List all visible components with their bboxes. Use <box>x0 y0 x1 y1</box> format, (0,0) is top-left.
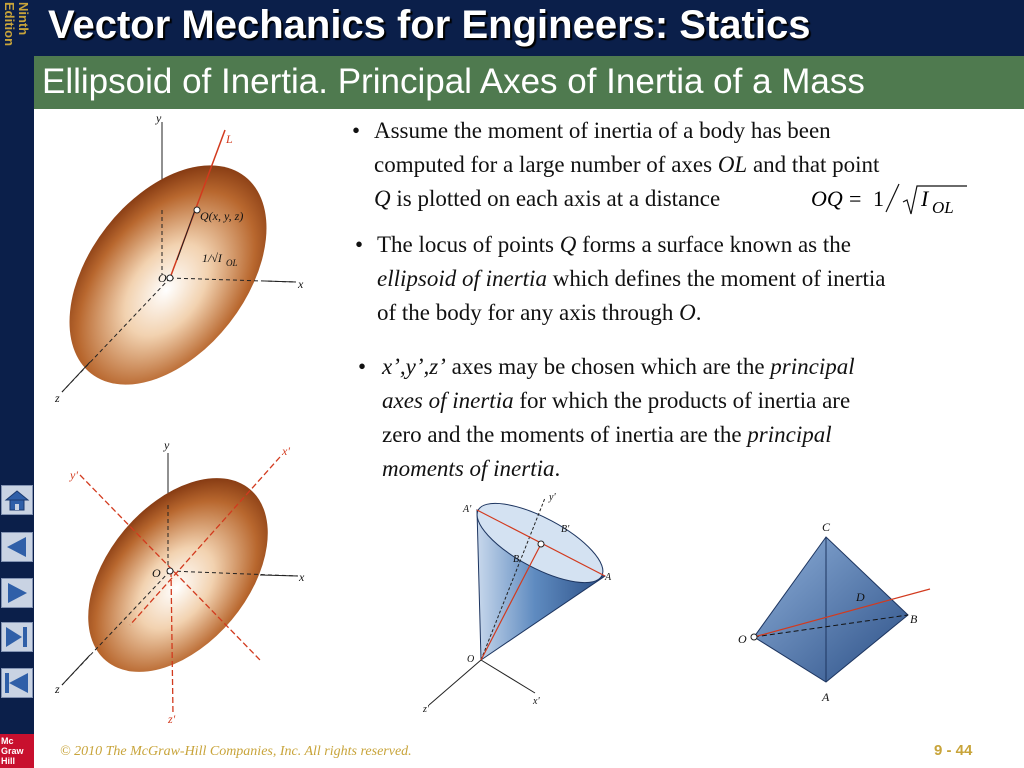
edition-line1: Ninth <box>16 2 31 36</box>
bullet-3 <box>358 350 998 490</box>
edition-label <box>0 2 34 62</box>
label-B: B <box>910 612 918 626</box>
principal-ellipsoid-figure <box>40 435 320 725</box>
bullet-2 <box>355 228 1015 333</box>
bullet-1-line2: computed for a large number of axes OL and that point <box>374 152 880 177</box>
label-A: A <box>822 690 830 704</box>
edition-line2: Edition <box>2 2 17 47</box>
bullet-3-line1: x’,y’,z’ axes may be chosen which are the principal <box>382 354 855 379</box>
formula-inertia: I <box>921 186 929 211</box>
copyright-notice: © 2010 The McGraw-Hill Companies, Inc. All rights reserved. <box>60 744 412 759</box>
return-icon <box>2 669 32 697</box>
last-button[interactable] <box>1 622 33 652</box>
tetrahedron <box>754 537 908 682</box>
label-O: O <box>738 632 747 646</box>
label-x: x <box>298 277 304 291</box>
label-L: L <box>226 132 233 146</box>
label-B: B <box>513 554 520 565</box>
label-O: O <box>152 566 161 580</box>
bullet-2-line2: ellipsoid of inertia which defines the moment of inertia <box>377 266 886 291</box>
formula-one: 1 <box>873 186 884 211</box>
next-button[interactable] <box>1 578 33 608</box>
label-A-prime: A' <box>463 504 472 515</box>
label-y-prime: y' <box>70 468 78 482</box>
formula-subscript: OL <box>932 198 954 217</box>
sidebar <box>0 0 34 768</box>
bullet-3-line4: moments of inertia. <box>382 456 561 481</box>
distance-formula <box>811 182 969 220</box>
ellipsoid-figure <box>40 110 320 410</box>
page-number: 9 - 44 <box>934 742 973 759</box>
label-A: A <box>605 572 612 583</box>
bullet-2-line1: The locus of points Q forms a surface known as the <box>377 232 851 257</box>
formula-equals: = <box>849 186 862 211</box>
origin-point <box>167 275 173 281</box>
label-distance-sub: OL <box>226 258 238 268</box>
bullet-dot: • <box>352 118 361 143</box>
label-D: D <box>856 590 865 604</box>
tetrahedron-figure <box>730 515 940 710</box>
cone-figure <box>415 490 625 715</box>
previous-button[interactable] <box>1 532 33 562</box>
bullet-3-line3: zero and the moments of inertia are the principal <box>382 422 832 447</box>
label-z-prime: z' <box>423 704 430 715</box>
label-B-prime: B' <box>561 524 570 535</box>
bullet-dot: • <box>358 354 367 379</box>
title-bar <box>34 0 1024 56</box>
last-icon <box>2 623 32 651</box>
label-C: C <box>822 520 831 534</box>
label-O: O <box>467 654 475 665</box>
label-z-prime: z' <box>168 712 176 725</box>
label-y: y <box>156 111 162 125</box>
bullet-2-line3: of the body for any axis through O. <box>377 300 702 325</box>
formula-lhs: OQ <box>811 186 843 211</box>
bullet-1-line3: Q is plotted on each axis at a distance <box>374 186 721 211</box>
label-y-prime: y' <box>549 492 556 503</box>
home-icon <box>2 486 32 514</box>
page-subtitle: Ellipsoid of Inertia. Principal Axes of Inertia of a Mass <box>42 62 865 101</box>
bullet-3-line2: axes of inertia for which the products of inertia are <box>382 388 851 413</box>
next-icon <box>2 579 32 607</box>
bullet-dot: • <box>355 232 364 257</box>
label-O: O <box>158 271 167 285</box>
mcgraw-hill-logo: Mc Graw Hill <box>0 734 34 768</box>
bullet-1-line1: Assume the moment of inertia of a body has been <box>374 118 831 143</box>
label-z: z <box>55 682 60 696</box>
label-x: x <box>299 570 305 584</box>
label-distance: 1/√I <box>202 251 222 265</box>
label-x-prime: x' <box>282 444 290 458</box>
label-y: y <box>164 438 170 452</box>
label-z: z <box>55 391 60 405</box>
label-Q: Q(x, y, z) <box>200 209 244 223</box>
home-button[interactable] <box>1 485 33 515</box>
return-button[interactable] <box>1 668 33 698</box>
label-x-prime: x' <box>533 696 540 707</box>
subtitle-bar <box>34 56 1024 109</box>
page-title: Vector Mechanics for Engineers: Statics <box>48 3 811 47</box>
previous-icon <box>2 533 32 561</box>
